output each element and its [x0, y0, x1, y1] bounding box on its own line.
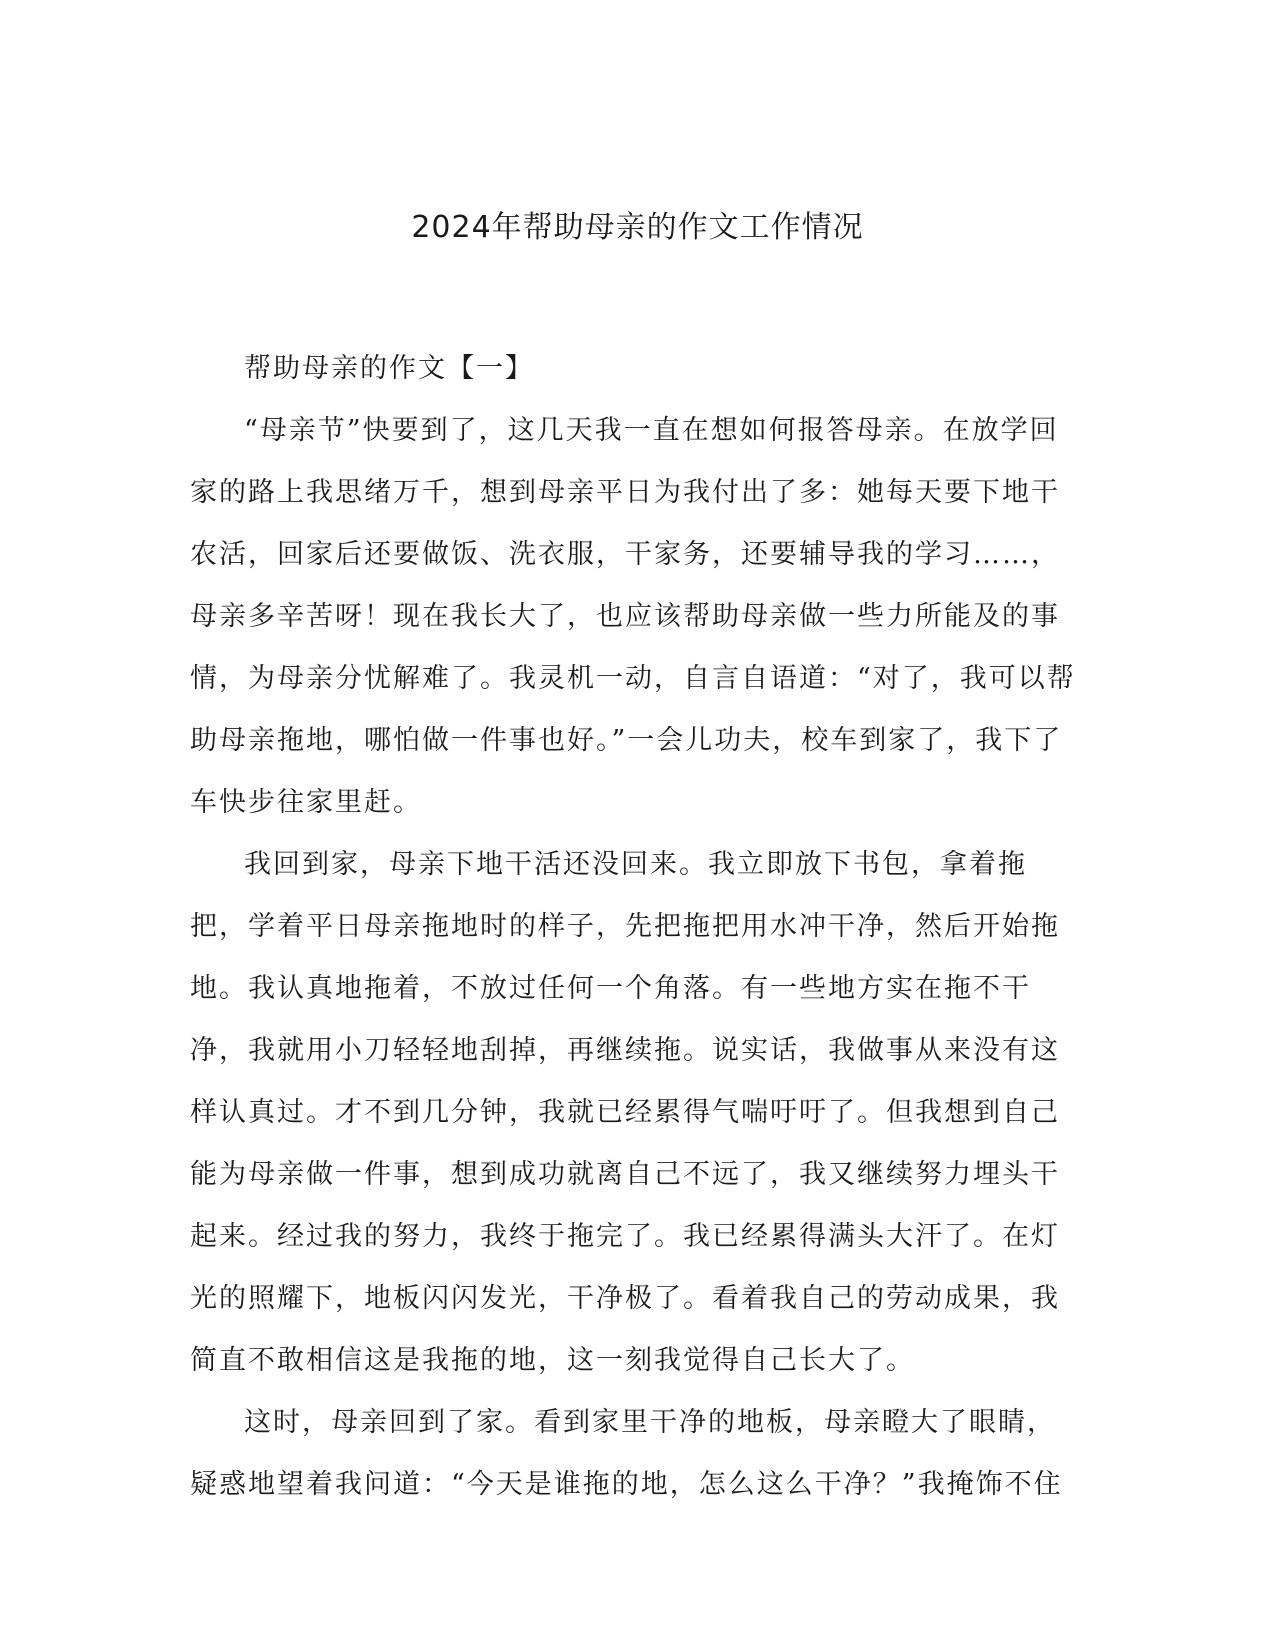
document-title: 2024年帮助母亲的作文工作情况 [411, 210, 864, 245]
section-heading: 帮助母亲的作文【一】 [244, 353, 534, 384]
paragraph-1: “母亲节”快要到了，这几天我一直在想如何报答母亲。在放学回家的路上我思绪万千，想到母亲平日为我付出了多：她每天要下地干农活，回家后还要做饭、洗衣服，干家务，还要辅导我的学习……，母亲多辛苦呀！现在我长大了，也应该帮助母亲做一些力所能及的事情，为母亲分忧解难了。我灵机一动，自言自语道：“对了，我可以帮助母亲拖地，哪怕做一件事也好。”一会儿功夫，校车到家了，我下了车快步往家里赶。 [190, 415, 1076, 818]
document-body [190, 338, 1080, 1516]
paragraph-2: 我回到家，母亲下地干活还没回来。我立即放下书包，拿着拖把，学着平日母亲拖地时的样子，先把拖把用水冲干净，然后开始拖地。我认真地拖着，不放过任何一个角落。有一些地方实在拖不干净，我就用小刀轻轻地刮掉，再继续拖。说实话，我做事从来没有这样认真过。才不到几分钟，我就已经累得气喘吁吁了。但我想到自己能为母亲做一件事，想到成功就离自己不远了，我又继续努力埋头干起来。经过我的努力，我终于拖完了。我已经累得满头大汗了。在灯光的照耀下，地板闪闪发光，干净极了。看着我自己的劳动成果，我简直不敢相信这是我拖的地，这一刻我觉得自己长大了。 [190, 849, 1060, 1376]
paragraph-3: 这时，母亲回到了家。看到家里干净的地板，母亲瞪大了眼睛，疑惑地望着我问道：“今天是谁拖的地，怎么这么干净？”我掩饰不住 [190, 1407, 1063, 1500]
